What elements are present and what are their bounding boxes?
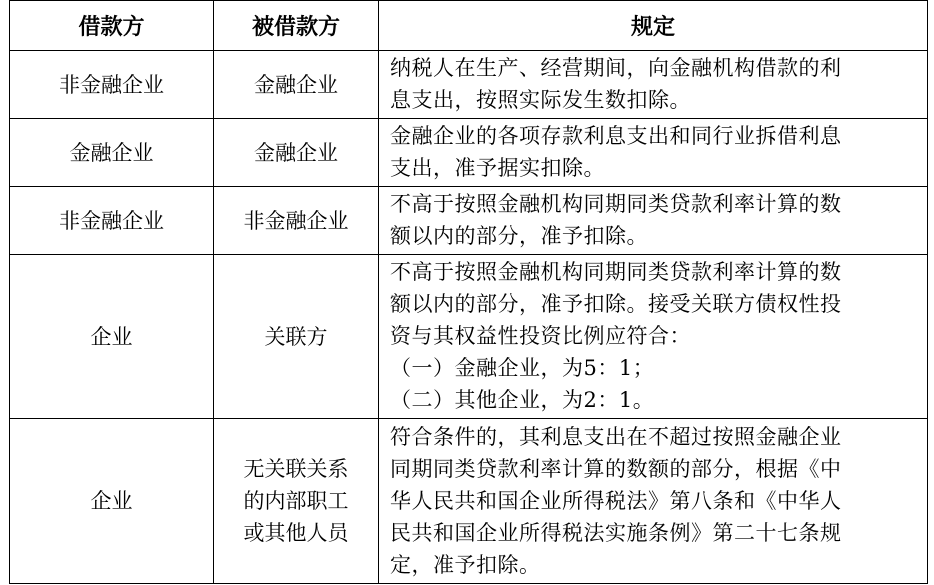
table-row [10,119,928,187]
lender-cell: 金融企业 [10,119,214,187]
rule-cell [379,119,928,187]
header-lender: 借款方 [10,1,214,51]
rule-cell [379,187,928,255]
borrower-line: 的内部职工 [243,489,349,513]
rule-line: 民共和国企业所得税法实施条例》第二十七条规 [390,520,842,545]
rule-line: 资与其权益性投资比例应符合： [390,324,691,348]
rule-line: 华人民共和国企业所得税法》第八条和《中华人 [390,488,842,513]
rule-line: 支出，准予据实扣除。 [390,156,605,180]
borrower-line: 无关联关系 [243,457,349,481]
rule-line: 符合条件的，其利息支出在不超过按照金融企业 [390,424,842,449]
rule-line: （一）金融企业，为5：1； [390,356,655,380]
borrower-line: 关联方 [264,324,328,349]
rule-line: 金融企业的各项存款利息支出和同行业拆借利息 [390,124,842,148]
rule-line: 同期同类贷款利率计算的数额的部分，根据《中 [390,456,842,481]
rule-line: 定，准予扣除。 [390,552,541,577]
table-row [10,187,928,255]
rule-cell [379,419,928,584]
rule-line: （二）其他企业，为2：1。 [390,388,655,412]
lender-cell: 企业 [10,255,214,419]
lender-cell: 企业 [10,419,214,584]
header-row [10,1,928,51]
rule-cell [379,255,928,419]
rule-line: 不高于按照金融机构同期同类贷款利率计算的数 [390,192,842,216]
lender-cell: 非金融企业 [10,51,214,119]
rule-cell [379,51,928,119]
borrower-line: 或其他人员 [243,521,349,545]
table-row [10,51,928,119]
borrower-line: 金融企业 [254,140,338,165]
table-row [10,419,928,584]
header-borrower: 被借款方 [214,1,379,51]
borrower-cell [214,419,379,584]
borrower-cell [214,187,379,255]
regulation-table [9,0,928,584]
header-rule: 规定 [379,1,928,51]
borrower-cell [214,51,379,119]
borrower-line: 非金融企业 [243,208,349,233]
borrower-line: 金融企业 [254,72,338,97]
rule-line: 不高于按照金融机构同期同类贷款利率计算的数 [390,260,842,284]
rule-line: 额以内的部分，准予扣除。 [390,224,648,248]
lender-cell: 非金融企业 [10,187,214,255]
table-row [10,255,928,419]
rule-line: 额以内的部分，准予扣除。接受关联方债权性投 [390,292,842,316]
borrower-cell [214,255,379,419]
rule-line: 息支出，按照实际发生数扣除。 [390,88,691,112]
rule-line: 纳税人在生产、经营期间，向金融机构借款的利 [390,56,842,80]
borrower-cell [214,119,379,187]
